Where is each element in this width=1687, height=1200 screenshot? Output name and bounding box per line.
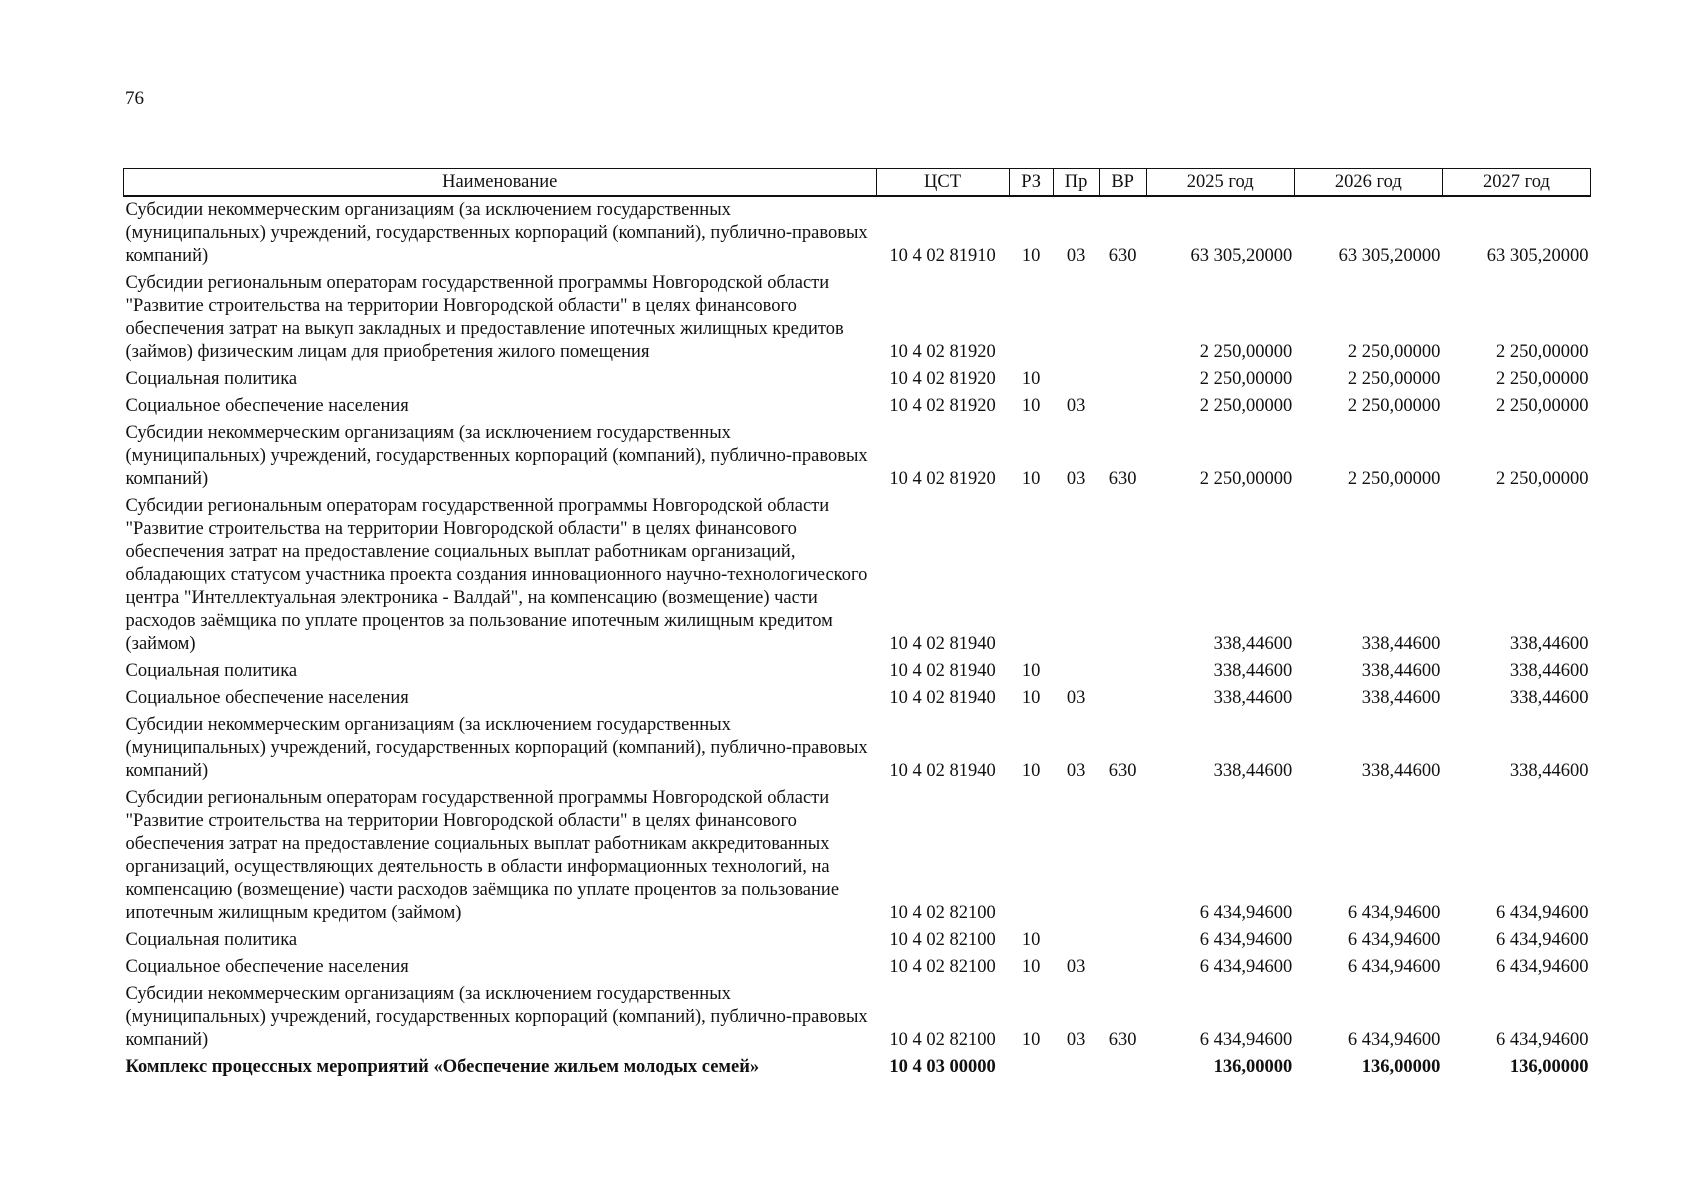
row-amount-2026: 2 250,00000: [1347, 469, 1441, 489]
row-vr: [1099, 393, 1146, 420]
header-vr: ВР: [1099, 169, 1146, 197]
row-name: Субсидии некоммерческим организациям (за исключением государственных (муниципальных) учреждений, государственных корпораций (компаний), публично-правовых компаний): [125, 984, 868, 1050]
row-rz: 10: [1021, 688, 1041, 708]
row-amount-2026: 136,00000: [1361, 1057, 1441, 1077]
row-amount-2027: 6 434,94600: [1496, 903, 1589, 923]
row-amount-2025: 2 250,00000: [1199, 369, 1293, 389]
row-amount-2025: 338,44600: [1213, 634, 1293, 654]
row-cst: 10 4 02 81940: [889, 634, 996, 654]
row-amount-2026: 6 434,94600: [1347, 957, 1441, 977]
header-rz: РЗ: [1009, 169, 1053, 197]
table-row: [124, 712, 1591, 785]
row-pr: [1053, 1054, 1099, 1081]
row-cst: 10 4 02 82100: [889, 1030, 996, 1050]
row-amount-2026: 338,44600: [1361, 634, 1441, 654]
row-cst: 10 4 02 82100: [889, 957, 996, 977]
table-row: [124, 1054, 1591, 1081]
table-row: [124, 658, 1591, 685]
row-amount-2026: 338,44600: [1361, 688, 1441, 708]
row-vr: [1099, 366, 1146, 393]
row-pr: [1053, 270, 1099, 366]
row-name: Социальная политика: [125, 661, 298, 681]
table-row: [124, 981, 1591, 1054]
row-amount-2026: 6 434,94600: [1347, 903, 1441, 923]
row-pr: 03: [1066, 957, 1086, 977]
table-row: [124, 927, 1591, 954]
header-2026: 2026 год: [1294, 169, 1442, 197]
row-rz: [1009, 785, 1053, 927]
table-row: [124, 785, 1591, 927]
row-vr: [1099, 954, 1146, 981]
row-pr: [1053, 785, 1099, 927]
row-name: Субсидии некоммерческим организациям (за исключением государственных (муниципальных) учреждений, государственных корпораций (компаний), публично-правовых компаний): [125, 200, 868, 266]
row-amount-2027: 6 434,94600: [1496, 930, 1589, 950]
header-name: Наименование: [124, 169, 877, 197]
page-number: 76: [125, 88, 144, 109]
row-cst: 10 4 03 00000: [889, 1057, 996, 1077]
row-amount-2027: 2 250,00000: [1496, 396, 1589, 416]
row-amount-2027: 136,00000: [1509, 1057, 1589, 1077]
row-cst: 10 4 02 81940: [889, 661, 996, 681]
row-rz: 10: [1021, 930, 1041, 950]
row-pr: 03: [1066, 688, 1086, 708]
row-cst: 10 4 02 82100: [889, 930, 996, 950]
row-rz: 10: [1021, 246, 1041, 266]
row-cst: 10 4 02 81920: [889, 342, 996, 362]
row-pr: [1053, 927, 1099, 954]
row-amount-2026: 6 434,94600: [1347, 930, 1441, 950]
row-rz: 10: [1021, 469, 1041, 489]
row-rz: 10: [1021, 761, 1041, 781]
row-cst: 10 4 02 81920: [889, 396, 996, 416]
table-row: [124, 420, 1591, 493]
row-name: Субсидии некоммерческим организациям (за исключением государственных (муниципальных) учреждений, государственных корпораций (компаний), публично-правовых компаний): [125, 423, 868, 489]
table-row: [124, 493, 1591, 658]
row-name: Социальное обеспечение населения: [125, 688, 409, 708]
row-pr: 03: [1066, 469, 1086, 489]
row-amount-2025: 136,00000: [1213, 1057, 1293, 1077]
row-amount-2025: 63 305,20000: [1190, 246, 1293, 266]
row-vr: 630: [1108, 469, 1137, 489]
row-name: Социальное обеспечение населения: [125, 957, 409, 977]
row-vr: [1099, 785, 1146, 927]
row-amount-2027: 2 250,00000: [1496, 469, 1589, 489]
table-body: [124, 196, 1591, 1081]
row-rz: 10: [1021, 396, 1041, 416]
row-pr: 03: [1066, 761, 1086, 781]
row-name: Субсидии региональным операторам государственной программы Новгородской области "Развитие строительства на территории Новгородской области" в целях финансового обеспечения затрат на предоставление социальных выплат работникам организаций, обладающих статусом участника проекта создания инновационного научно-технологического центра "Интеллектуальная электроника - Валдай", на компенсацию (возмещение) части расходов заёмщика по уплате процентов за пользование ипотечным жилищным кредитом (займом): [125, 496, 868, 654]
header-pr: Пр: [1053, 169, 1099, 197]
header-cst: ЦСТ: [876, 169, 1009, 197]
row-name: Субсидии некоммерческим организациям (за исключением государственных (муниципальных) учреждений, государственных корпораций (компаний), публично-правовых компаний): [125, 715, 868, 781]
row-vr: [1099, 493, 1146, 658]
row-amount-2025: 2 250,00000: [1199, 396, 1293, 416]
row-amount-2025: 338,44600: [1213, 688, 1293, 708]
row-rz: 10: [1021, 369, 1041, 389]
row-cst: 10 4 02 81920: [889, 369, 996, 389]
row-vr: [1099, 685, 1146, 712]
table-row: [124, 954, 1591, 981]
row-vr: 630: [1108, 1030, 1137, 1050]
row-amount-2025: 6 434,94600: [1199, 930, 1293, 950]
row-amount-2026: 338,44600: [1361, 761, 1441, 781]
row-pr: 03: [1066, 396, 1086, 416]
row-pr: 03: [1066, 1030, 1086, 1050]
row-amount-2025: 6 434,94600: [1199, 1030, 1293, 1050]
table-row: [124, 685, 1591, 712]
row-amount-2026: 2 250,00000: [1347, 396, 1441, 416]
row-name: Субсидии региональным операторам государственной программы Новгородской области "Развитие строительства на территории Новгородской области" в целях финансового обеспечения затрат на выкуп закладных и предоставление ипотечных жилищных кредитов (займов) физическим лицам для приобретения жилого помещения: [125, 273, 844, 362]
row-name: Социальная политика: [125, 369, 298, 389]
row-amount-2025: 2 250,00000: [1199, 342, 1293, 362]
row-amount-2025: 338,44600: [1213, 661, 1293, 681]
table-row: [124, 393, 1591, 420]
row-amount-2025: 6 434,94600: [1199, 957, 1293, 977]
row-pr: [1053, 366, 1099, 393]
row-pr: [1053, 658, 1099, 685]
row-cst: 10 4 02 82100: [889, 903, 996, 923]
row-vr: 630: [1108, 761, 1137, 781]
row-amount-2026: 6 434,94600: [1347, 1030, 1441, 1050]
header-2027: 2027 год: [1442, 169, 1590, 197]
row-rz: [1009, 493, 1053, 658]
row-rz: 10: [1021, 1030, 1041, 1050]
table-row: [124, 366, 1591, 393]
row-vr: [1099, 927, 1146, 954]
row-amount-2027: 338,44600: [1509, 761, 1589, 781]
budget-table: [123, 168, 1591, 1081]
header-2025: 2025 год: [1146, 169, 1294, 197]
table-row: [124, 270, 1591, 366]
row-amount-2027: 338,44600: [1509, 688, 1589, 708]
row-pr: [1053, 493, 1099, 658]
row-pr: 03: [1066, 246, 1086, 266]
row-amount-2026: 63 305,20000: [1338, 246, 1441, 266]
row-rz: 10: [1021, 661, 1041, 681]
row-amount-2026: 2 250,00000: [1347, 342, 1441, 362]
row-rz: [1009, 1054, 1053, 1081]
row-amount-2027: 63 305,20000: [1486, 246, 1589, 266]
row-amount-2025: 6 434,94600: [1199, 903, 1293, 923]
row-amount-2026: 338,44600: [1361, 661, 1441, 681]
row-vr: 630: [1108, 246, 1137, 266]
row-amount-2025: 338,44600: [1213, 761, 1293, 781]
row-amount-2027: 2 250,00000: [1496, 342, 1589, 362]
row-rz: [1009, 270, 1053, 366]
row-cst: 10 4 02 81940: [889, 688, 996, 708]
row-amount-2027: 2 250,00000: [1496, 369, 1589, 389]
row-amount-2025: 2 250,00000: [1199, 469, 1293, 489]
table-header-row: [124, 169, 1591, 197]
row-amount-2027: 338,44600: [1509, 661, 1589, 681]
row-amount-2027: 338,44600: [1509, 634, 1589, 654]
row-amount-2027: 6 434,94600: [1496, 957, 1589, 977]
row-name: Социальное обеспечение населения: [125, 396, 409, 416]
row-name: Субсидии региональным операторам государственной программы Новгородской области "Развитие строительства на территории Новгородской области" в целях финансового обеспечения затрат на предоставление социальных выплат работникам аккредитованных организаций, осуществляющих деятельность в области информационных технологий, на компенсацию (возмещение) части расходов заёмщика по уплате процентов за пользование ипотечным жилищным кредитом (займом): [125, 788, 840, 923]
row-amount-2027: 6 434,94600: [1496, 1030, 1589, 1050]
row-name: Комплекс процессных мероприятий «Обеспечение жильем молодых семей»: [125, 1057, 760, 1077]
row-rz: 10: [1021, 957, 1041, 977]
row-cst: 10 4 02 81940: [889, 761, 996, 781]
row-amount-2026: 2 250,00000: [1347, 369, 1441, 389]
row-vr: [1099, 658, 1146, 685]
row-cst: 10 4 02 81920: [889, 469, 996, 489]
row-cst: 10 4 02 81910: [889, 246, 996, 266]
row-vr: [1099, 270, 1146, 366]
row-vr: [1099, 1054, 1146, 1081]
row-name: Социальная политика: [125, 930, 298, 950]
table-row: [124, 196, 1591, 270]
